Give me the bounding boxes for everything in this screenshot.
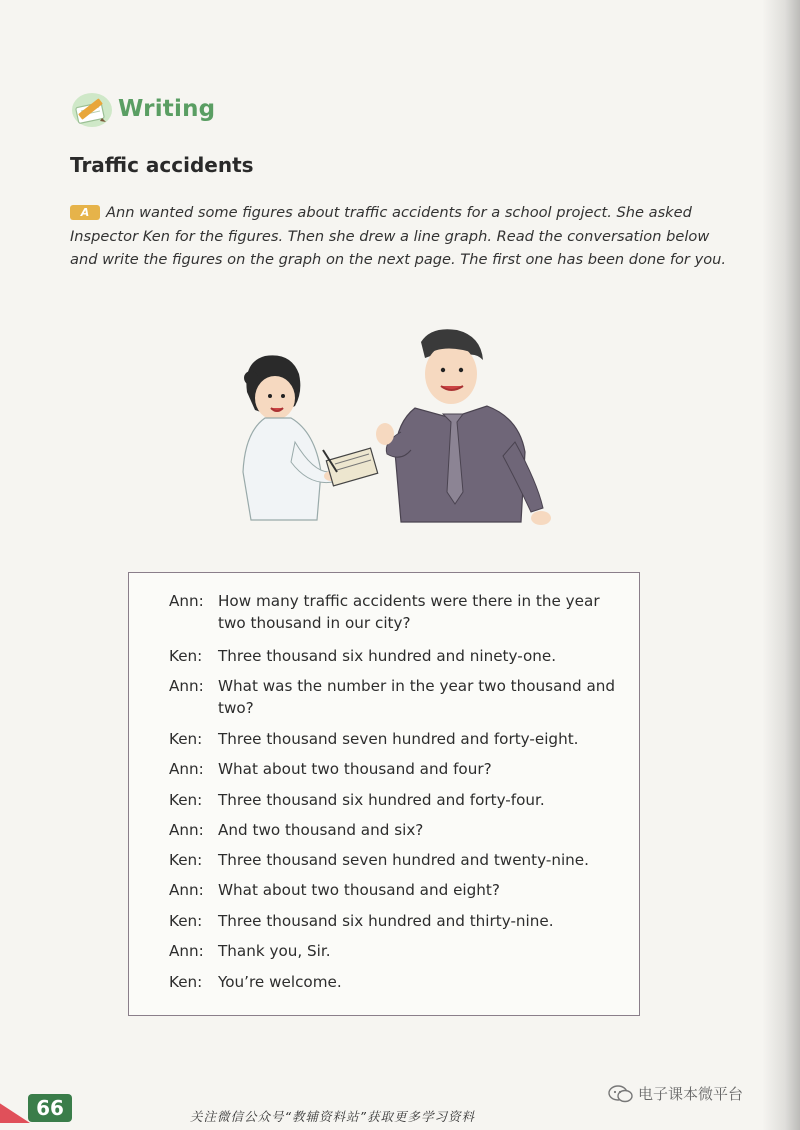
utterance-text: What about two thousand and four? [218,760,492,778]
footer-accent [0,1095,30,1123]
speaker-label: Ken: [169,912,203,930]
utterance-text: How many traffic accidents were there in the year two thousand in our city? [218,592,600,632]
speaker-label: Ann: [169,592,204,610]
wechat-icon [608,1084,634,1104]
utterance-text: What about two thousand and eight? [218,881,500,899]
utterance-text: You’re welcome. [218,973,342,991]
speaker-label: Ann: [169,881,204,899]
utterance-text: What was the number in the year two thousand and two? [218,677,616,717]
utterance-text: And two thousand and six? [218,821,424,839]
utterance-text: Three thousand six hundred and thirty-nine. [218,912,554,930]
utterance-text: Three thousand seven hundred and forty-eight. [218,730,579,748]
page-gutter-shadow [762,0,800,1130]
watermark [608,1083,743,1104]
utterance-text: Three thousand seven hundred and twenty-nine. [218,851,589,869]
exercise-badge: A [70,205,100,220]
speaker-label: Ken: [169,647,203,665]
watermark-text: 电子课本微平台 [638,1085,744,1103]
policeman-figure [376,329,551,525]
girl-figure [243,355,378,520]
speaker-label: Ken: [169,730,203,748]
utterance-text: Three thousand six hundred and forty-four. [218,791,545,809]
footer-note: 关注微信公众号“教辅资料站”获取更多学习资料 [190,1109,475,1124]
speaker-label: Ken: [169,973,203,991]
instructions-text: Ann wanted some figures about traffic accidents for a school project. She asked Inspector Ken for the figures. Then she drew a line graph. Read the conversation below and write the figures on the graph on the next page. The first one has been done for you. [70,204,727,268]
speaker-label: Ken: [169,791,203,809]
speaker-label: Ann: [169,821,204,839]
section-heading [70,84,215,134]
speaker-label: Ann: [169,942,204,960]
page-title: Traffic accidents [70,153,254,177]
illustration-girl-and-policeman [225,322,575,532]
section-label: Writing [118,96,216,122]
page-number: 66 [28,1094,72,1122]
utterance-text: Three thousand six hundred and ninety-one. [218,647,557,665]
utterance-text: Thank you, Sir. [218,942,331,960]
speaker-label: Ken: [169,851,203,869]
speaker-label: Ann: [169,677,204,695]
dialogue-box [128,572,640,1016]
pencil-paper-icon [70,88,114,130]
instructions-paragraph [70,201,730,272]
speaker-label: Ann: [169,760,204,778]
